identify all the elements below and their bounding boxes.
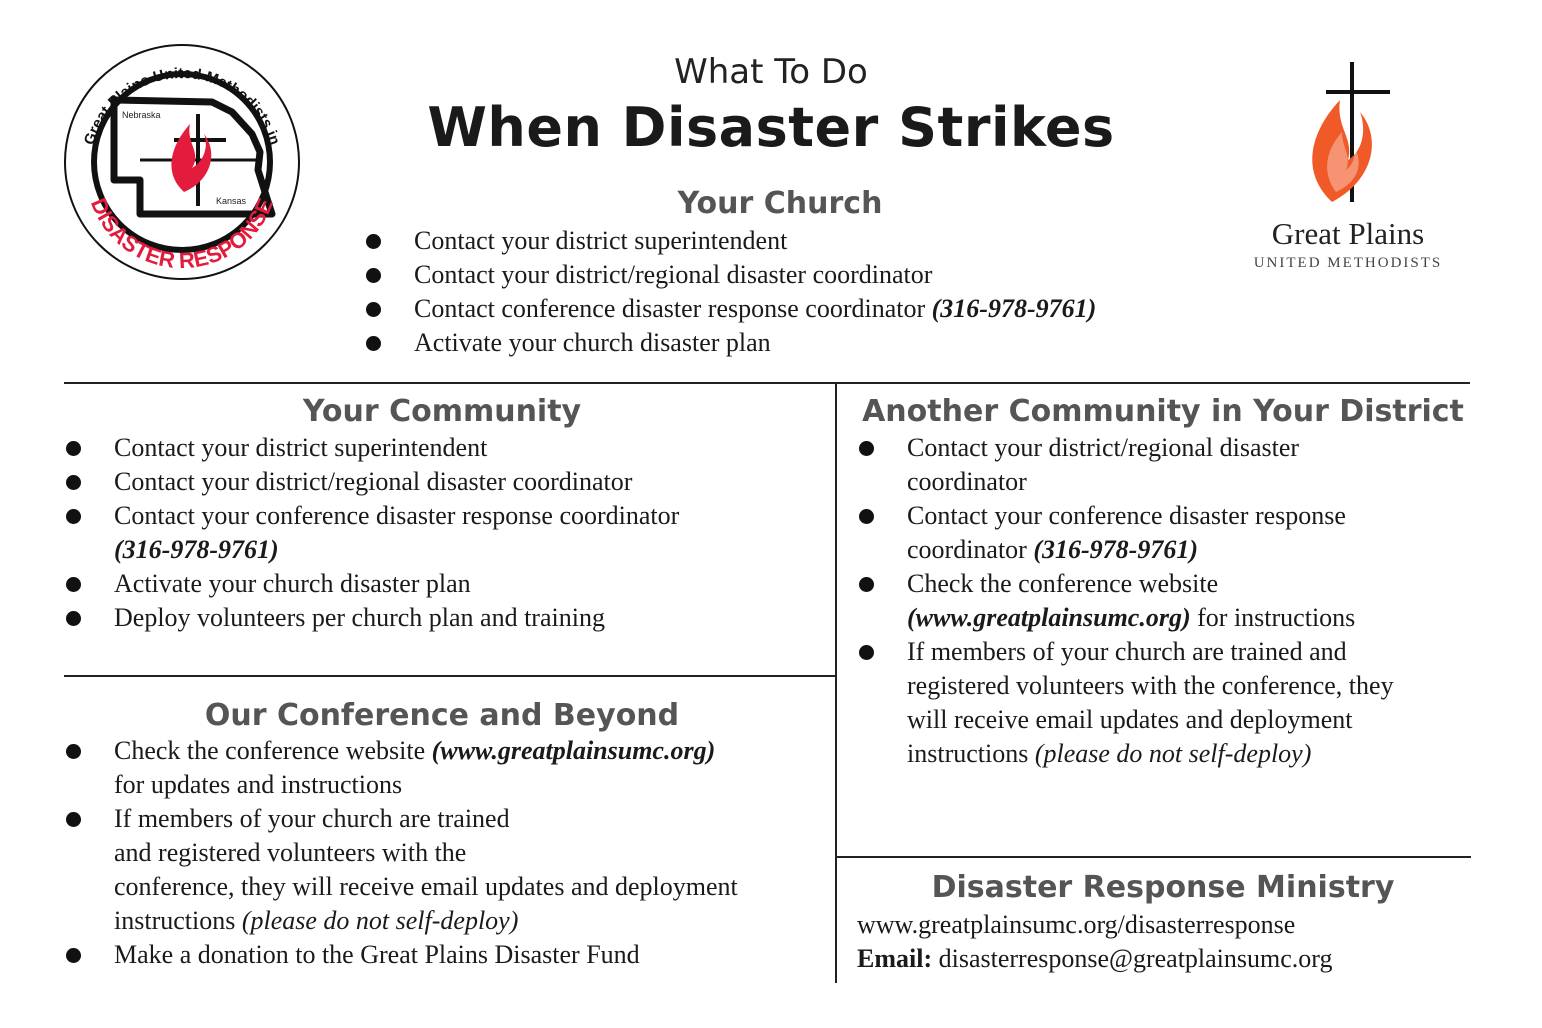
- great-plains-subname: UNITED METHODISTS: [1253, 255, 1443, 271]
- conference-beyond-heading: Our Conference and Beyond: [204, 698, 680, 733]
- another-community-list: [857, 431, 1417, 771]
- state-label-nebraska: Nebraska: [122, 110, 161, 120]
- list-item: Make a donation to the Great Plains Disaster Fund: [64, 938, 824, 972]
- great-plains-name: Great Plains: [1271, 216, 1425, 251]
- list-item: Contact your district superintendent: [364, 224, 1224, 258]
- list-item: Contact your district/regional disaster coordinator: [857, 431, 1417, 499]
- logo-bottom-text: DISASTER RESPONSE: [85, 194, 279, 274]
- divider: [64, 675, 836, 677]
- list-item: If members of your church are trained and registered volunteers with the conference, they will receive email updates and deployment instructions (please do not self-deploy): [64, 802, 824, 938]
- list-item: Check the conference website (www.greatplainsumc.org) for instructions: [857, 567, 1417, 635]
- divider: [64, 382, 1470, 384]
- state-label-kansas: Kansas: [216, 196, 247, 206]
- another-community-heading: Another Community in Your District: [862, 394, 1464, 429]
- pre-title: What To Do: [674, 52, 868, 92]
- ministry-heading: Disaster Response Ministry: [931, 870, 1395, 905]
- list-item: Contact your district/regional disaster coordinator: [64, 465, 824, 499]
- divider: [835, 383, 837, 983]
- list-item: Contact your conference disaster response coordinator (316-978-9761): [857, 499, 1417, 567]
- email-link[interactable]: disasterresponse@greatplainsumc.org: [932, 944, 1333, 973]
- list-item: Activate your church disaster plan: [64, 567, 824, 601]
- your-community-heading: Your Community: [302, 394, 582, 429]
- list-item: Activate your church disaster plan: [364, 326, 1224, 360]
- ministry-email: [857, 942, 1332, 976]
- divider: [836, 856, 1471, 858]
- ministry-website-link[interactable]: www.greatplainsumc.org/disasterresponse: [857, 910, 1296, 939]
- your-community-list: [64, 431, 824, 635]
- list-item: Deploy volunteers per church plan and training: [64, 601, 824, 635]
- logo-ring-text: Great Plains United Methodists in: [80, 64, 284, 148]
- conference-beyond-list: [64, 734, 824, 972]
- your-church-heading: Your Church: [677, 186, 883, 221]
- list-item: Check the conference website (www.greatplainsumc.org) for updates and instructions: [64, 734, 824, 802]
- page-title: When Disaster Strikes: [427, 96, 1115, 159]
- list-item: Contact conference disaster response coordinator (316-978-9761): [364, 292, 1224, 326]
- your-church-list: [364, 224, 1224, 360]
- list-item: If members of your church are trained and registered volunteers with the conference, they will receive email updates and deployment instructions (please do not self-deploy): [857, 635, 1407, 771]
- list-item: Contact your district superintendent: [64, 431, 824, 465]
- list-item: Contact your conference disaster response coordinator (316-978-9761): [64, 499, 824, 567]
- list-item: Contact your district/regional disaster coordinator: [364, 258, 1224, 292]
- email-label: Email:: [857, 944, 933, 973]
